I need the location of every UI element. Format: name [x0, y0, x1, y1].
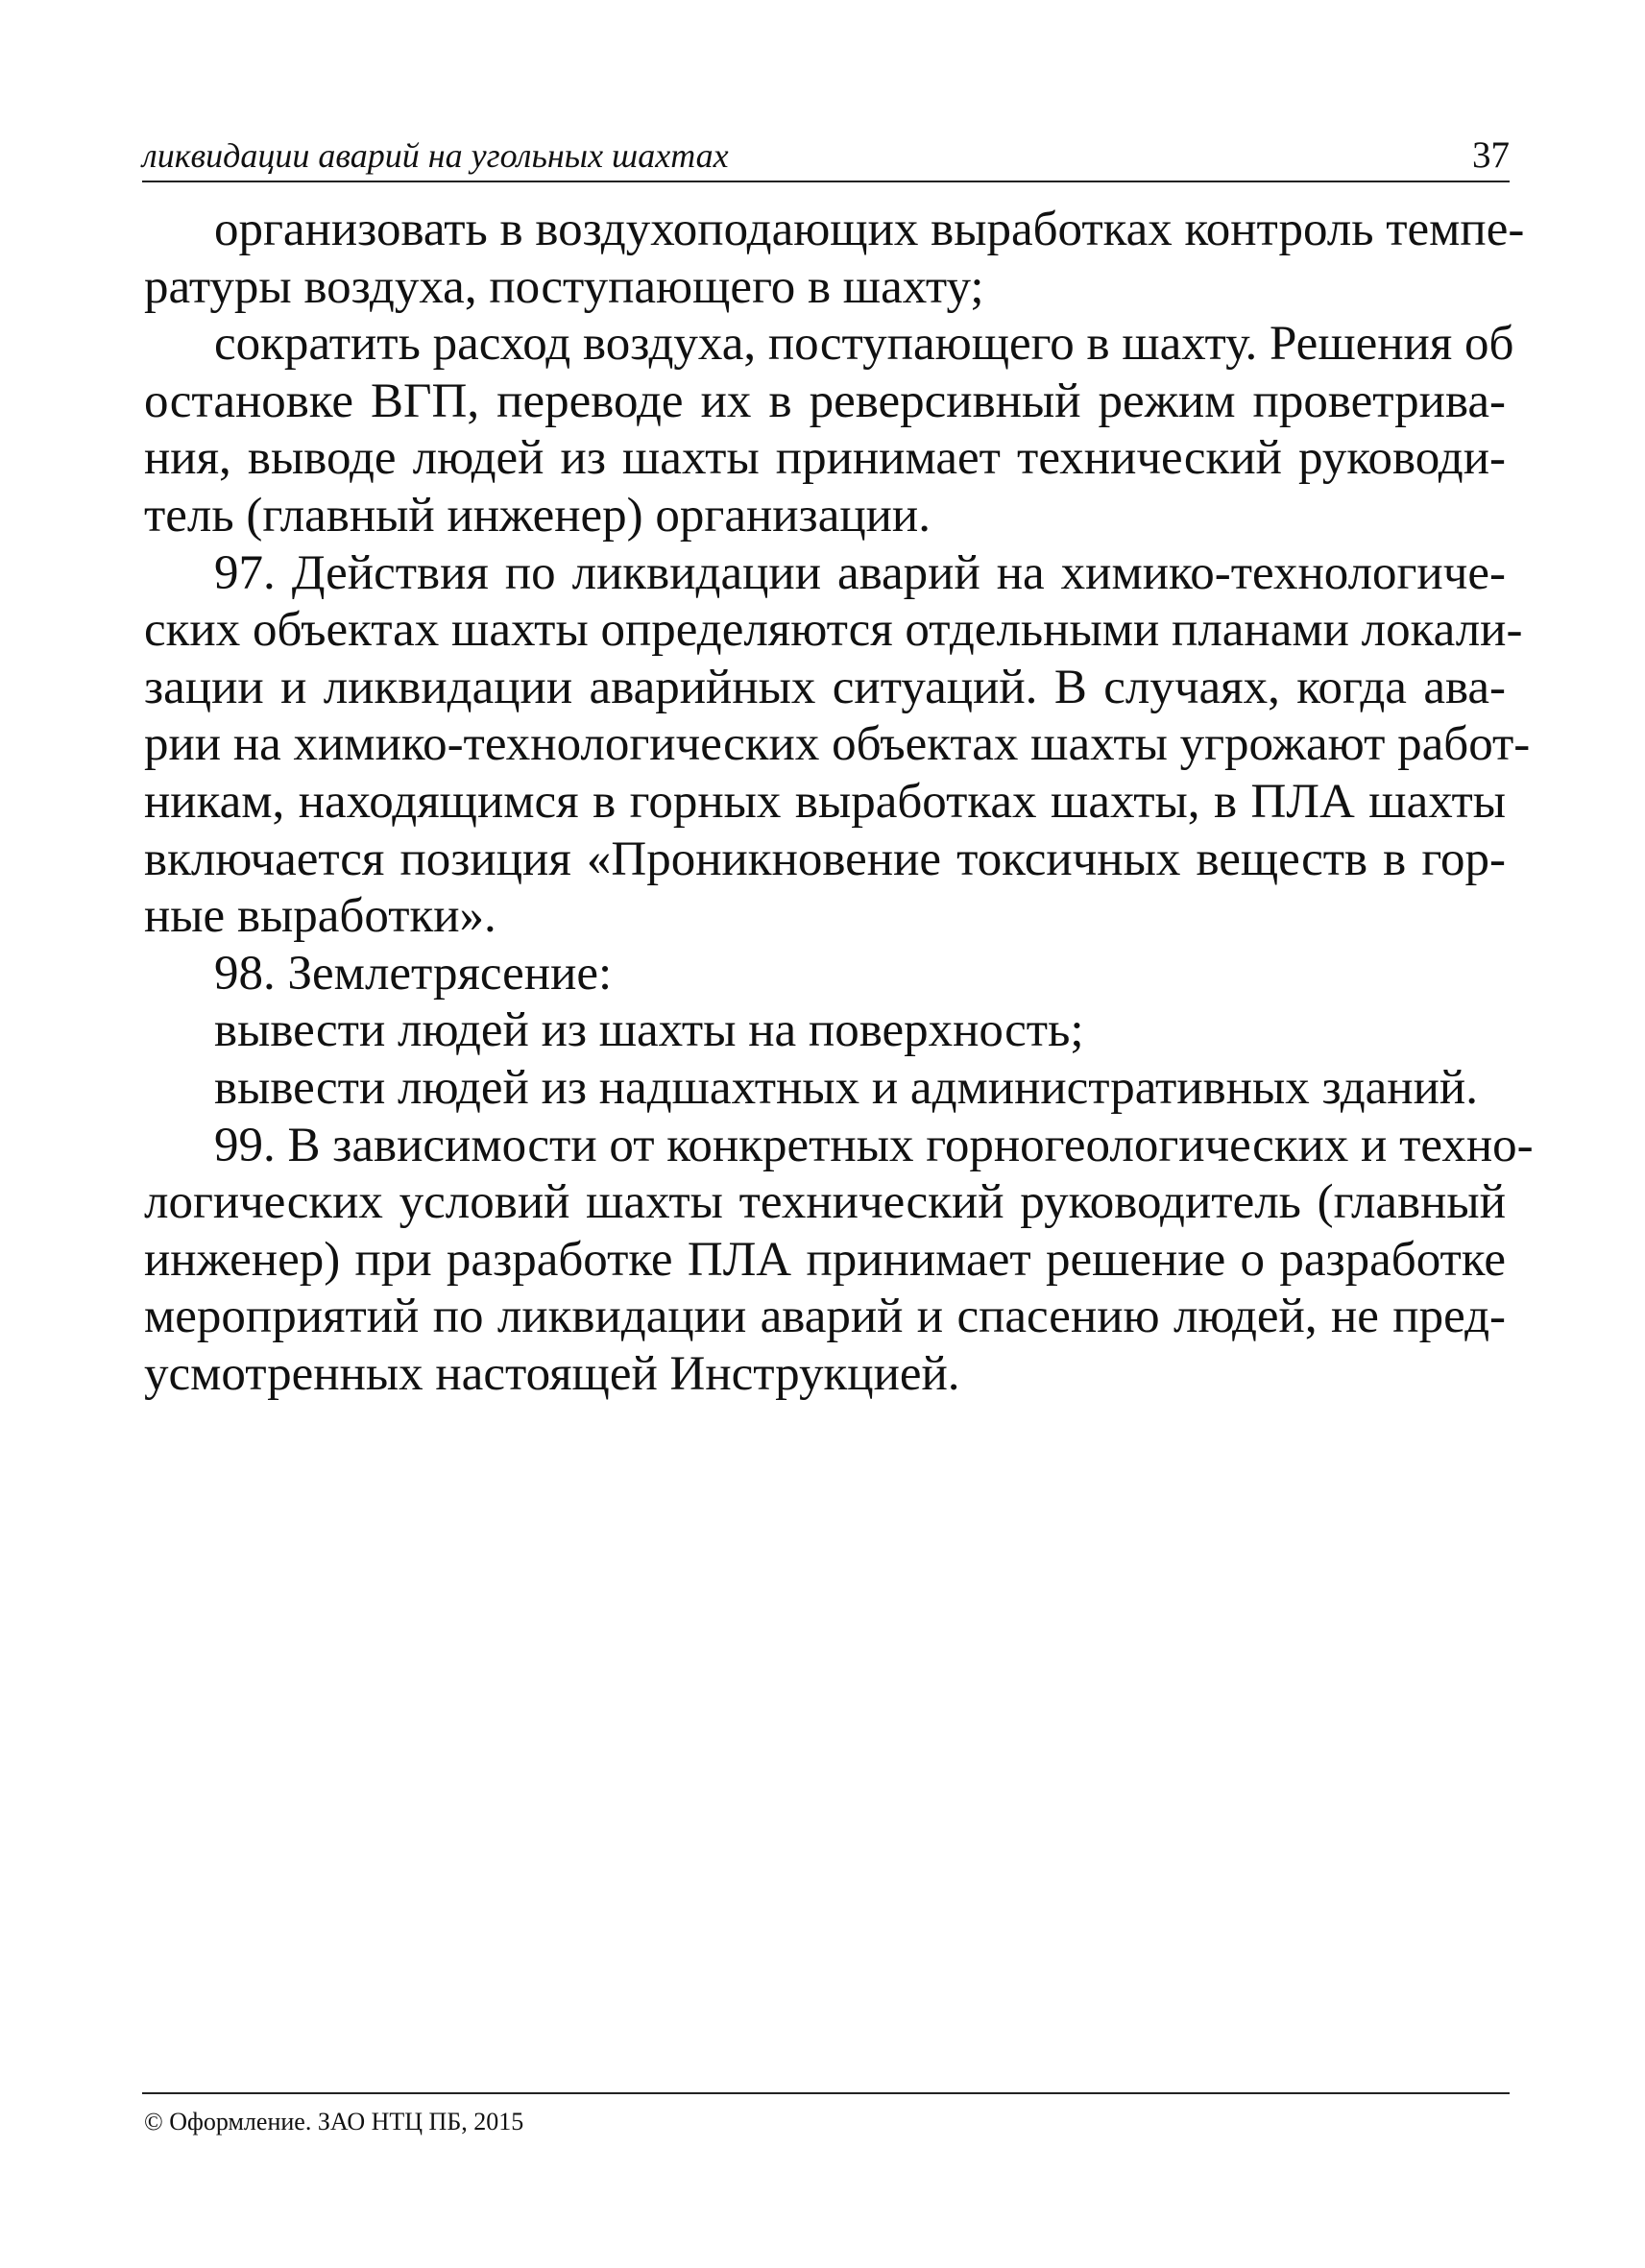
text-line: инженер) при разработке ПЛА принимает решение о разработке [144, 1232, 1506, 1287]
text-line: вывести людей из шахты на поверхность; [214, 1003, 1084, 1058]
text-line: усмотренных настоящей Инструкцией. [144, 1346, 960, 1401]
page-number: 37 [1472, 134, 1510, 176]
text-line: ные выработки». [144, 889, 496, 944]
running-header [142, 133, 1510, 182]
paragraph-reduce-airflow [144, 316, 1514, 544]
page-footer [142, 2092, 1510, 2135]
paragraph-temperature-control [144, 202, 1525, 316]
paragraph-evacuate-buildings [144, 1060, 1506, 1118]
text-line: ратуры воздуха, поступающего в шахту; [144, 259, 984, 314]
text-line: 98. Землетрясение: [214, 946, 613, 1001]
text-line: 97. Действия по ликвидации аварий на химико-технологиче- [214, 545, 1506, 600]
running-title: ликвидации аварий на угольных шахтах [142, 136, 729, 175]
text-line: 99. В зависимости от конкретных горногеологических и техно- [214, 1118, 1534, 1172]
paragraph-99 [144, 1118, 1534, 1404]
text-line: вывести людей из надшахтных и административных зданий. [214, 1060, 1478, 1115]
text-line: включается позиция «Проникновение токсичных веществ в гор- [144, 832, 1506, 886]
text-line: остановке ВГП, переводе их в реверсивный режим проветрива- [144, 374, 1506, 428]
text-line: никам, находящимся в горных выработках шахты, в ПЛА шахты [144, 774, 1506, 829]
text-line: логических условий шахты технический руководитель (главный [144, 1175, 1506, 1230]
text-line: организовать в воздухоподающих выработках контроль темпе- [214, 203, 1525, 256]
text-line: ния, выводе людей из шахты принимает технический руководи- [144, 431, 1506, 486]
text-line: ских объектах шахты определяются отдельными планами локали- [144, 603, 1523, 658]
body-text [144, 202, 1534, 1403]
paragraph-98 [144, 946, 1506, 1003]
text-line: зации и ликвидации аварийных ситуаций. В случаях, когда ава- [144, 660, 1506, 714]
text-line: мероприятий по ликвидации аварий и спасению людей, не пред- [144, 1290, 1506, 1344]
text-line: рии на химико-технологических объектах шахты угрожают работ- [144, 717, 1531, 772]
text-line: тель (главный инженер) организации. [144, 488, 931, 543]
paragraph-evacuate-surface [144, 1002, 1506, 1060]
text-line: сократить расход воздуха, поступающего в шахту. Решения об [214, 317, 1514, 372]
copyright-notice: © Оформление. ЗАО НТЦ ПБ, 2015 [144, 2108, 524, 2135]
paragraph-97 [144, 545, 1531, 946]
